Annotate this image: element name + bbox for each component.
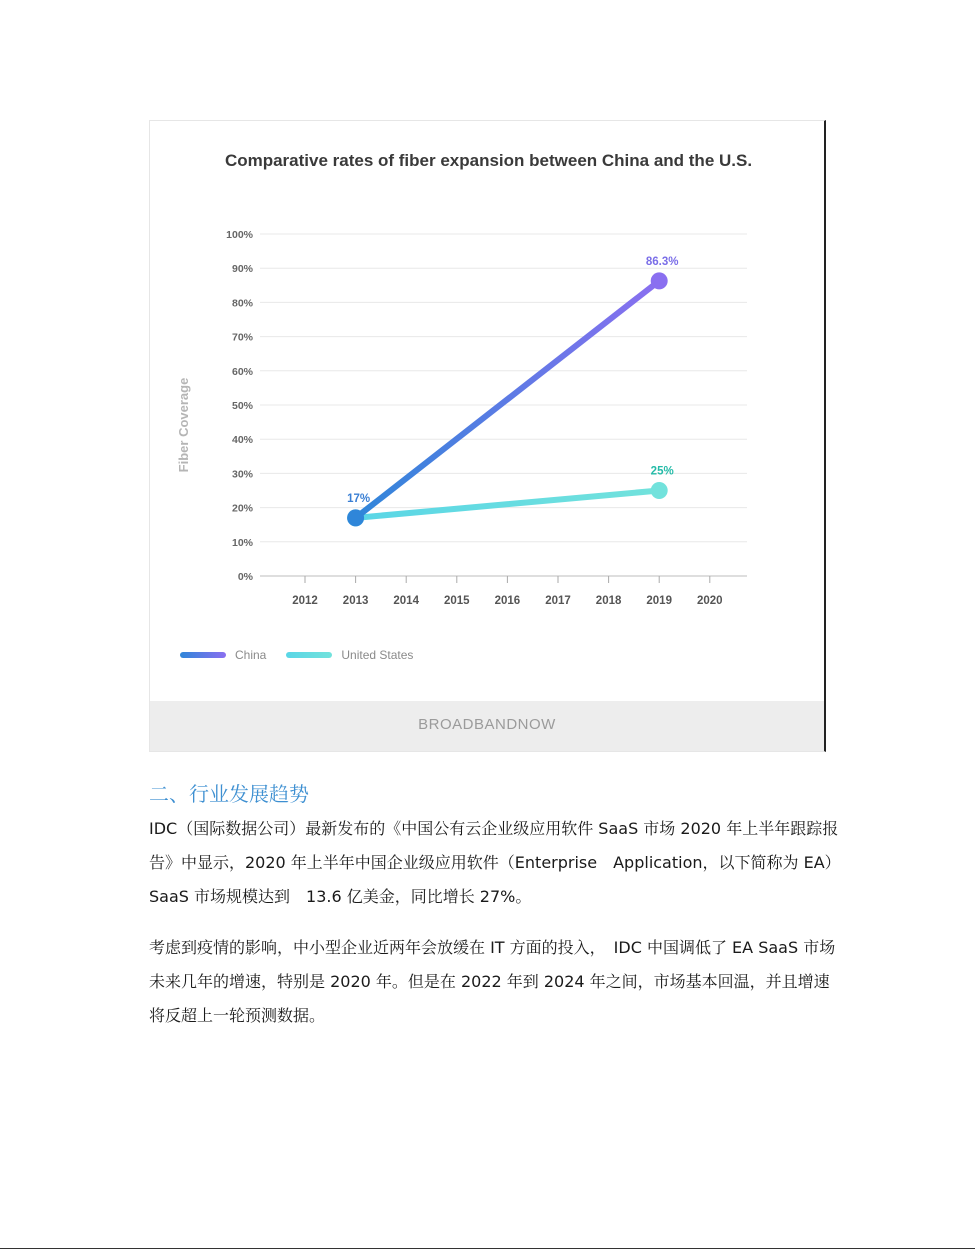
x-tick-label: 2012	[292, 595, 318, 607]
page-bottom-rule	[0, 1248, 975, 1249]
x-tick-label: 2015	[444, 595, 470, 607]
paragraph-1: IDC（国际数据公司）最新发布的《中国公有云企业级应用软件 SaaS 市场 2020 年上半年跟踪报告》中显示，2020 年上半年中国企业级应用软件（Enterprise Application，以下简称为 EA）SaaS 市场规模达到 13.6 亿美金，同比增长 27%。	[149, 819, 841, 906]
data-label-united-states: 25%	[650, 465, 674, 478]
data-point-china	[651, 272, 668, 289]
legend-item-united-states	[286, 648, 413, 662]
x-tick-label: 2013	[342, 595, 369, 607]
series-line-china	[356, 281, 660, 518]
x-tick-label: 2017	[545, 595, 571, 607]
legend-swatch-china	[180, 652, 226, 658]
section-heading: 二、行业发展趋势	[149, 782, 309, 806]
y-tick-label: 20%	[231, 502, 253, 515]
figure-footer	[150, 701, 824, 751]
x-tick-label: 2020	[697, 595, 723, 607]
series-line-united-states	[356, 491, 660, 518]
legend-label-china: China	[235, 648, 267, 662]
y-tick-label: 30%	[231, 468, 253, 481]
brand-watermark: BROADBANDNOW	[418, 716, 556, 733]
y-tick-label: 90%	[231, 263, 253, 276]
paragraph-2: 考虑到疫情的影响，中小型企业近两年会放缓在 IT 方面的投入， IDC 中国调低了 EA SaaS 市场未来几年的增速，特别是 2020 年。但是在 2022 年到 2024 年之间，市场基本回温，并且增速将反超上一轮预测数据。	[149, 938, 836, 1025]
x-tick-label: 2018	[595, 595, 622, 607]
x-tick-label: 2014	[393, 595, 419, 607]
chart-figure	[149, 120, 826, 752]
legend-item-china	[180, 648, 266, 662]
y-tick-label: 100%	[226, 229, 253, 241]
legend-swatch-united-states	[286, 652, 332, 658]
y-tick-label: 10%	[231, 536, 253, 549]
y-tick-label: 40%	[231, 434, 253, 447]
y-tick-label: 70%	[231, 331, 253, 344]
y-axis-title: Fiber Coverage	[176, 377, 191, 473]
chart-legend	[180, 648, 433, 662]
x-tick-label: 2016	[494, 595, 521, 607]
x-tick-label: 2019	[646, 595, 672, 607]
y-tick-label: 0%	[237, 571, 253, 583]
legend-label-united-states: United States	[341, 648, 414, 662]
chart-title: Comparative rates of fiber expansion between China and the U.S.	[224, 151, 753, 170]
y-tick-label: 80%	[231, 297, 253, 310]
data-point-china	[347, 509, 364, 526]
data-label-china: 17%	[347, 492, 371, 505]
data-point-united-states	[651, 482, 668, 499]
data-label-china: 86.3%	[645, 255, 679, 268]
y-tick-label: 50%	[231, 400, 253, 412]
y-tick-label: 60%	[231, 365, 253, 378]
